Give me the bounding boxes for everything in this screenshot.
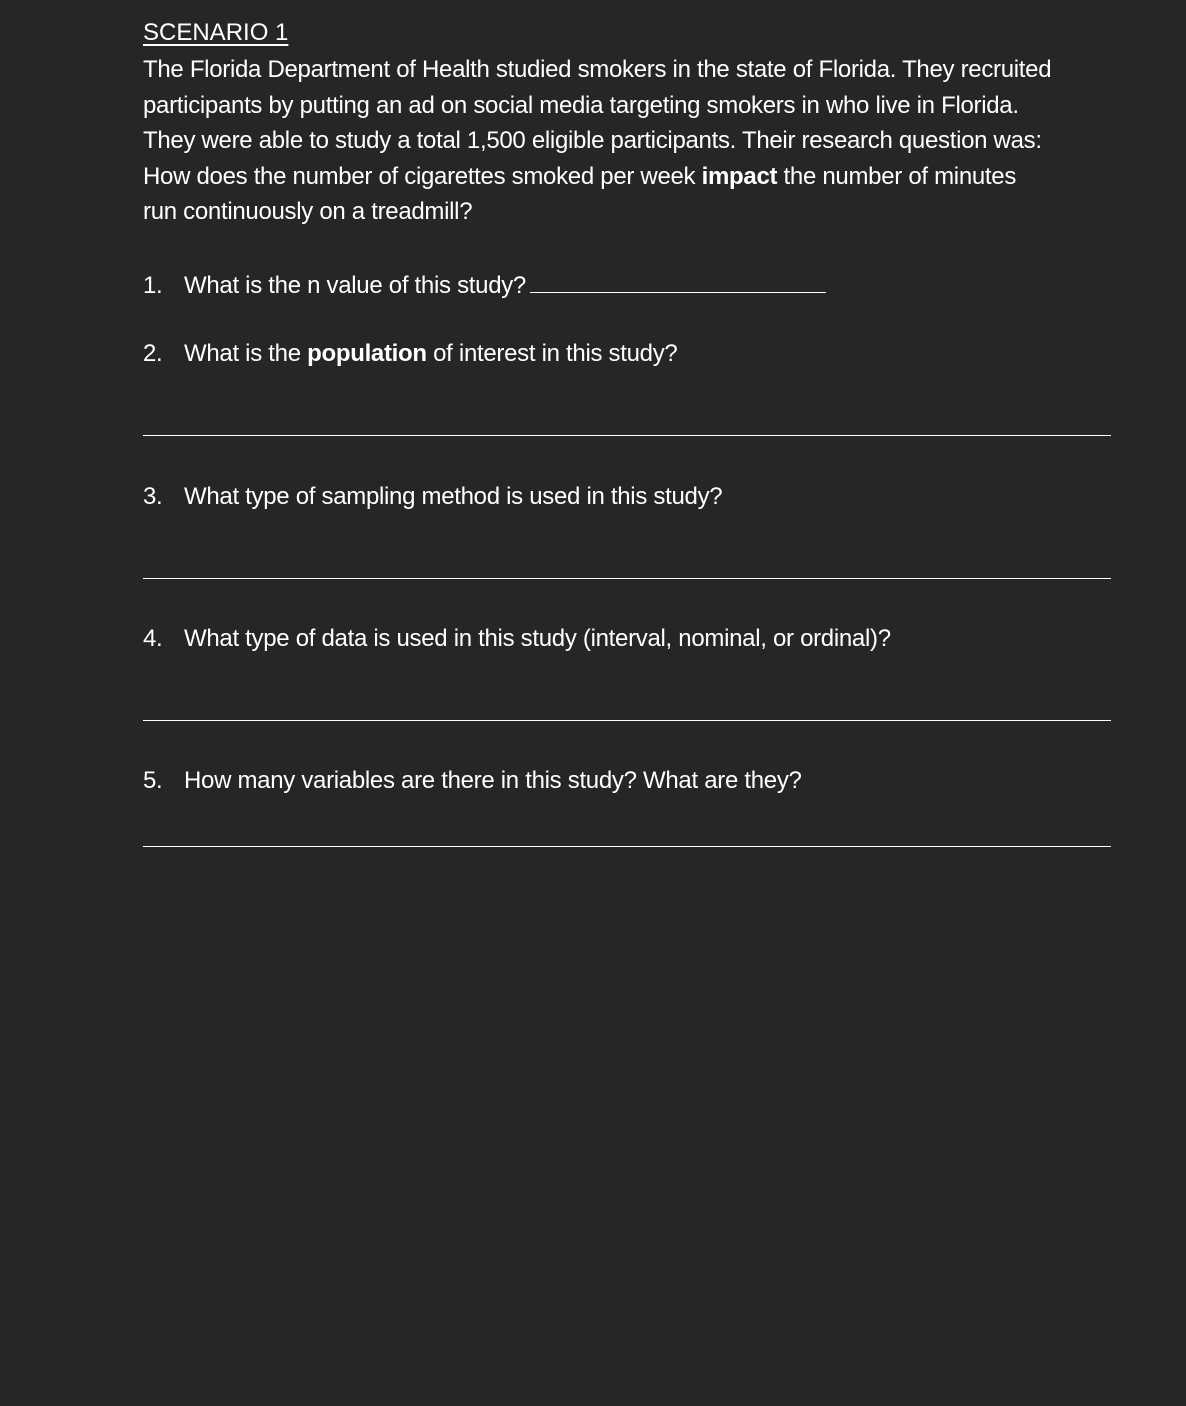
- question-text-before: What is the: [184, 340, 308, 367]
- question-1: [143, 266, 826, 303]
- scenario-line-4-before: How does the number of cigarettes smoked per week: [143, 162, 702, 190]
- question-number: 1.: [143, 272, 163, 299]
- question-number: 3.: [143, 483, 163, 510]
- question-5: [143, 764, 802, 798]
- scenario-description: [143, 52, 1123, 230]
- answer-blank-1[interactable]: [530, 266, 826, 293]
- scenario-line-1: The Florida Department of Health studied smokers in the state of Florida. They recruited: [143, 56, 1052, 83]
- question-text: What type of data is used in this study (interval, nominal, or ordinal)?: [184, 625, 891, 652]
- question-4: [143, 622, 891, 656]
- scenario-heading: SCENARIO 1: [143, 19, 289, 46]
- answer-line-5[interactable]: [143, 846, 1111, 847]
- answer-line-4[interactable]: [143, 720, 1111, 721]
- question-text: What is the n value of this study?: [184, 272, 526, 299]
- question-number: 5.: [143, 767, 163, 794]
- scenario-line-4-after: the number of minutes: [777, 162, 1017, 190]
- question-keyword-population: population: [307, 340, 427, 367]
- question-text: What type of sampling method is used in this study?: [184, 483, 723, 510]
- question-number: 2.: [143, 340, 163, 367]
- question-number: 4.: [143, 625, 163, 652]
- answer-line-3[interactable]: [143, 578, 1111, 579]
- question-text-after: of interest in this study?: [426, 340, 678, 367]
- scenario-line-2: participants by putting an ad on social media targeting smokers in who live in Florida.: [143, 91, 1019, 119]
- question-text: How many variables are there in this study? What are they?: [184, 767, 802, 794]
- question-2: [143, 337, 677, 371]
- answer-line-2[interactable]: [143, 435, 1111, 436]
- scenario-line-5: run continuously on a treadmill?: [143, 198, 473, 225]
- scenario-line-3: They were able to study a total 1,500 eligible participants. Their research question was:: [143, 127, 1042, 154]
- question-3: [143, 480, 722, 514]
- scenario-keyword-impact: impact: [701, 162, 778, 190]
- scenario-line-4: [143, 159, 1123, 195]
